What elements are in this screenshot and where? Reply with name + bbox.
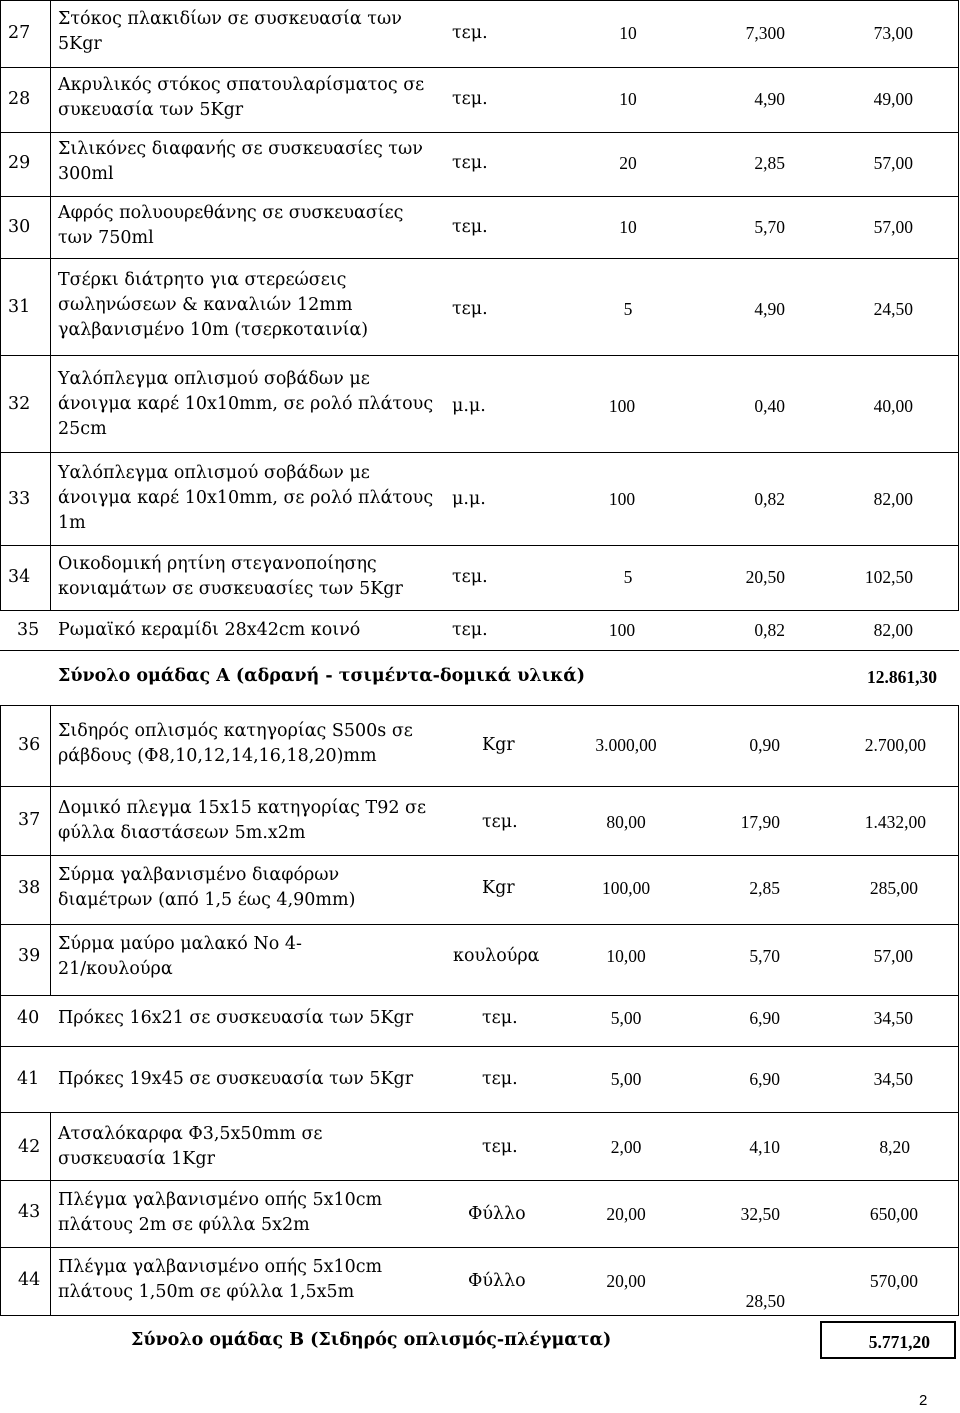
- description-line: σωληνώσεων & καναλιών 12mm: [58, 295, 353, 315]
- description-line: συκευασία των 5Kgr: [58, 100, 244, 120]
- border: [50, 705, 51, 995]
- item-description: [58, 1122, 322, 1172]
- quantity: 5,00: [610, 1008, 642, 1028]
- row-number: 27: [8, 23, 31, 43]
- border: [0, 924, 959, 925]
- border: [0, 0, 959, 1]
- line-total: 73,00: [873, 23, 913, 43]
- quantity: 5: [623, 567, 633, 587]
- unit-price: 0,82: [754, 620, 785, 640]
- border: [0, 705, 1, 1315]
- item-description: [58, 461, 433, 536]
- item-description: [58, 719, 413, 769]
- quantity: 100: [608, 620, 636, 640]
- border: [0, 1180, 959, 1181]
- row-number: 33: [8, 489, 31, 509]
- quantity: 10: [619, 23, 637, 43]
- row-number: 31: [8, 297, 31, 317]
- item-description: [58, 7, 402, 57]
- description-line: φύλλα διαστάσεων 5m.x2m: [58, 823, 306, 843]
- unit-price: 28,50: [745, 1291, 785, 1311]
- border: [0, 1112, 959, 1113]
- item-description: Πρόκες 16x21 σε συσκευασία των 5Kgr: [58, 1008, 414, 1028]
- quantity: 2,00: [610, 1137, 642, 1157]
- line-total: 40,00: [873, 396, 913, 416]
- description-line: 5Kgr: [58, 34, 102, 54]
- item-description: Ρωμαϊκό κεραμίδι 28x42cm κοινό: [58, 620, 361, 640]
- unit-price: 4,90: [754, 89, 785, 109]
- quantity: 5: [623, 299, 633, 319]
- unit-price: 20,50: [745, 567, 785, 587]
- unit-price: 32,50: [740, 1204, 780, 1224]
- unit: τεμ.: [452, 153, 488, 173]
- row-number: 32: [8, 394, 31, 414]
- unit-price: 5,70: [749, 946, 780, 966]
- unit: τεμ.: [452, 217, 488, 237]
- item-description: [58, 137, 423, 187]
- border: [50, 1112, 51, 1315]
- line-total: 650,00: [869, 1204, 918, 1224]
- line-total: 102,50: [864, 567, 913, 587]
- unit: τεμ.: [452, 23, 488, 43]
- description-line: Ακρυλικός στόκος σπατουλαρίσματος σε: [58, 75, 425, 95]
- unit: τεμ.: [452, 567, 488, 587]
- description-line: διαμέτρων (από 1,5 έως 4,90mm): [58, 890, 356, 910]
- description-line: ράβδους (Φ8,10,12,14,16,18,20)mm: [58, 746, 377, 766]
- border: [0, 545, 959, 546]
- description-line: 21/κουλούρα: [58, 959, 173, 979]
- unit: Φύλλο: [468, 1204, 526, 1224]
- border: [0, 610, 959, 611]
- item-description: [58, 367, 433, 442]
- unit-price: 0,40: [754, 396, 785, 416]
- border: [0, 452, 959, 453]
- line-total: 2.700,00: [864, 735, 926, 755]
- description-line: Πλέγμα γαλβανισμένο οπής 5x10cm: [58, 1257, 383, 1277]
- unit-price: 6,90: [749, 1069, 780, 1089]
- line-total: 57,00: [873, 153, 913, 173]
- item-description: [58, 552, 403, 602]
- border: [0, 1315, 959, 1316]
- border: [0, 1046, 959, 1047]
- unit-price: 2,85: [749, 878, 780, 898]
- unit: τεμ.: [452, 89, 488, 109]
- item-description: [58, 932, 302, 982]
- description-line: Σιλικόνες διαφανής σε συσκευασίες των: [58, 139, 423, 159]
- line-total: 570,00: [869, 1271, 918, 1291]
- quantity: 10,00: [606, 946, 646, 966]
- row-number: 35: [17, 620, 40, 640]
- unit: μ.μ.: [452, 396, 486, 416]
- description-line: πλάτους 2m σε φύλλα 5x2m: [58, 1215, 310, 1235]
- group-a-total-label: Σύνολο ομάδας Α (αδρανή - τσιμέντα-δομικά υλικά): [58, 666, 585, 686]
- unit: τεμ.: [482, 1069, 518, 1089]
- quantity: 10: [619, 217, 637, 237]
- border: [0, 705, 959, 706]
- border: [0, 196, 959, 197]
- quantity: 20: [619, 153, 637, 173]
- line-total: 24,50: [873, 299, 913, 319]
- unit-price: 0,82: [754, 489, 785, 509]
- line-total: 57,00: [873, 946, 913, 966]
- unit: μ.μ.: [452, 489, 486, 509]
- description-line: Οικοδομική ρητίνη στεγανοποίησης: [58, 554, 377, 574]
- description-line: Τσέρκι διάτρητο για στερεώσεις: [58, 270, 347, 290]
- row-number: 40: [17, 1008, 40, 1028]
- unit: τεμ.: [452, 299, 488, 319]
- description-line: Στόκος πλακιδίων σε συσκευασία των: [58, 9, 402, 29]
- line-total: 8,20: [879, 1137, 910, 1157]
- row-number: 42: [18, 1137, 41, 1157]
- item-description: [58, 1188, 382, 1238]
- unit: τεμ.: [482, 1008, 518, 1028]
- line-total: 82,00: [873, 620, 913, 640]
- row-number: 41: [17, 1069, 40, 1089]
- row-number: 29: [8, 153, 31, 173]
- group-b-total-label: Σύνολο ομάδας Β (Σιδηρός οπλισμός-πλέγματα): [131, 1330, 612, 1350]
- description-line: των 750ml: [58, 228, 154, 248]
- description-line: Ατσαλόκαρφα Φ3,5x50mm σε: [58, 1124, 323, 1144]
- row-number: 28: [8, 89, 31, 109]
- description-line: Σύρμα μαύρο μαλακό Νο 4-: [58, 934, 302, 954]
- quantity: 10: [619, 89, 637, 109]
- quantity: 20,00: [606, 1204, 646, 1224]
- item-description: Πρόκες 19x45 σε συσκευασία των 5Kgr: [58, 1069, 414, 1089]
- border: [0, 786, 959, 787]
- unit: Kgr: [482, 735, 515, 755]
- unit-price: 5,70: [754, 217, 785, 237]
- description-line: 1m: [58, 513, 86, 533]
- description-line: άνοιγμα καρέ 10x10mm, σε ρολό πλάτους: [58, 394, 434, 414]
- item-description: [58, 1255, 382, 1305]
- description-line: Σύρμα γαλβανισμένο διαφόρων: [58, 865, 340, 885]
- description-line: Δομικό πλεγμα 15x15 κατηγορίας Τ92 σε: [58, 798, 427, 818]
- unit: τεμ.: [482, 812, 518, 832]
- unit: Φύλλο: [468, 1271, 526, 1291]
- item-description: [58, 863, 355, 913]
- description-line: γαλβανισμένο 10m (τσερκοταινία): [58, 320, 369, 340]
- unit-price: 6,90: [749, 1008, 780, 1028]
- unit-price: 4,90: [754, 299, 785, 319]
- border: [0, 355, 959, 356]
- quantity: 80,00: [606, 812, 646, 832]
- quantity: 20,00: [606, 1271, 646, 1291]
- quantity: 3.000,00: [595, 735, 657, 755]
- description-line: 300ml: [58, 164, 114, 184]
- quantity: 100: [608, 396, 636, 416]
- unit: Kgr: [482, 878, 515, 898]
- description-line: άνοιγμα καρέ 10x10mm, σε ρολό πλάτους: [58, 488, 434, 508]
- border: [958, 0, 959, 610]
- description-line: πλάτους 1,50m σε φύλλα 1,5x5m: [58, 1282, 355, 1302]
- border: [0, 258, 959, 259]
- unit-price: 4,10: [749, 1137, 780, 1157]
- group-a-total-value: 12.861,30: [867, 667, 937, 687]
- quantity: 100,00: [601, 878, 651, 898]
- border: [0, 1247, 959, 1248]
- description-line: Αφρός πολυουρεθάνης σε συσκευασίες: [58, 203, 404, 223]
- item-description: [58, 73, 424, 123]
- description-line: Υαλόπλεγμα οπλισμού σοβάδων με: [58, 369, 370, 389]
- border: [0, 650, 959, 651]
- item-description: [58, 268, 368, 343]
- row-number: 39: [18, 946, 41, 966]
- border: [0, 995, 959, 996]
- unit-price: 7,300: [745, 23, 785, 43]
- border: [0, 67, 959, 68]
- unit-price: 2,85: [754, 153, 785, 173]
- line-total: 57,00: [873, 217, 913, 237]
- unit-price: 17,90: [740, 812, 780, 832]
- row-number: 36: [18, 735, 41, 755]
- description-line: Σιδηρός οπλισμός κατηγορίας S500s σε: [58, 721, 413, 741]
- row-number: 34: [8, 567, 31, 587]
- unit: κουλούρα: [453, 946, 540, 966]
- border: [50, 0, 51, 610]
- description-line: κονιαμάτων σε συσκευασίες των 5Kgr: [58, 579, 403, 599]
- row-number: 37: [18, 810, 41, 830]
- unit: τεμ.: [482, 1137, 518, 1157]
- row-number: 44: [18, 1270, 41, 1290]
- description-line: Πλέγμα γαλβανισμένο οπής 5x10cm: [58, 1190, 383, 1210]
- quantity: 100: [608, 489, 636, 509]
- row-number: 30: [8, 217, 31, 237]
- line-total: 82,00: [873, 489, 913, 509]
- row-number: 43: [18, 1202, 41, 1222]
- item-description: [58, 796, 426, 846]
- row-number: 38: [18, 878, 41, 898]
- unit-price: 0,90: [749, 735, 780, 755]
- border: [0, 132, 959, 133]
- line-total: 34,50: [873, 1008, 913, 1028]
- quantity: 5,00: [610, 1069, 642, 1089]
- line-total: 34,50: [873, 1069, 913, 1089]
- description-line: συσκευασία 1Kgr: [58, 1149, 215, 1169]
- line-total: 285,00: [869, 878, 918, 898]
- description-line: 25cm: [58, 419, 107, 439]
- group-b-total-value: 5.771,20: [868, 1332, 930, 1352]
- line-total: 49,00: [873, 89, 913, 109]
- border: [0, 855, 959, 856]
- item-description: [58, 201, 403, 251]
- border: [0, 0, 1, 610]
- description-line: Υαλόπλεγμα οπλισμού σοβάδων με: [58, 463, 370, 483]
- page-number: 2: [919, 1392, 928, 1409]
- line-total: 1.432,00: [864, 812, 926, 832]
- unit: τεμ.: [452, 620, 488, 640]
- border: [958, 705, 959, 1315]
